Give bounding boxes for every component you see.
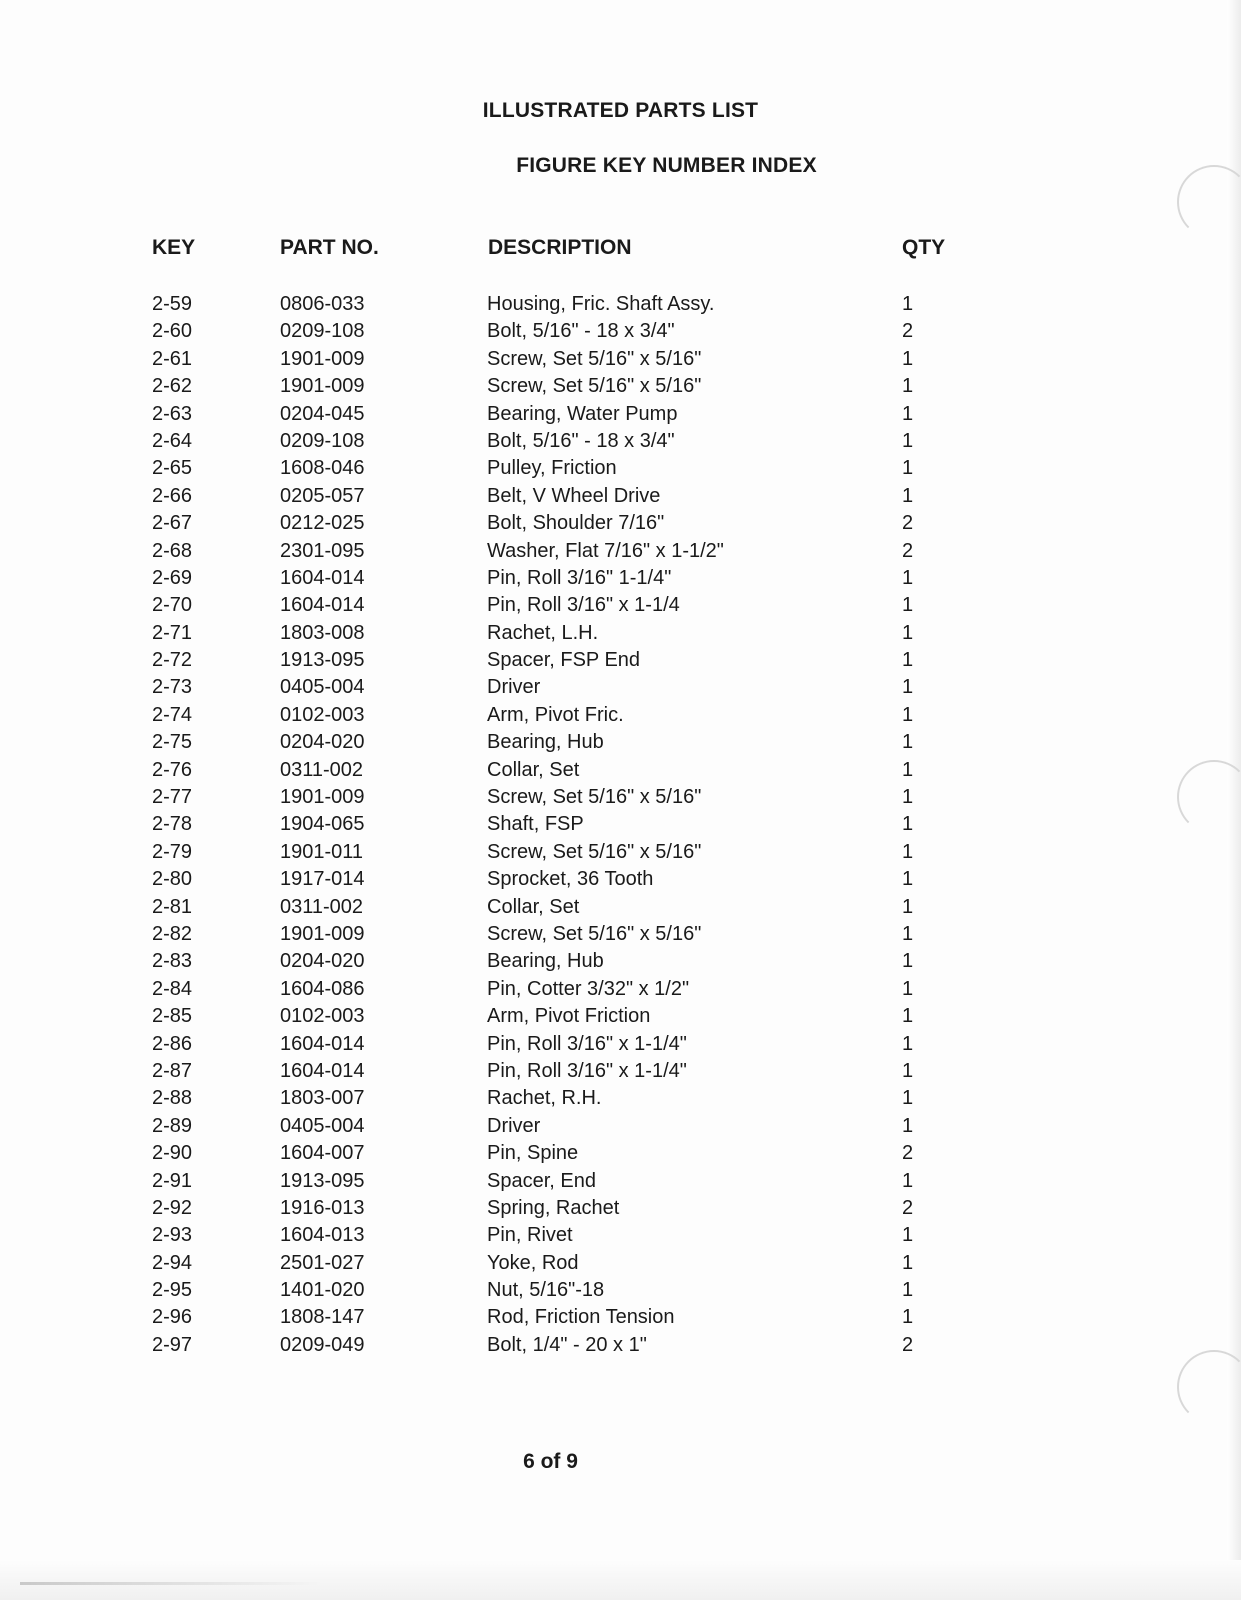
table-row	[0, 1140, 1241, 1167]
row-part-no: 0806-033	[280, 293, 365, 315]
row-qty: 2	[902, 512, 914, 535]
row-part-no: 2301-095	[280, 539, 365, 562]
row-qty: 1	[902, 676, 914, 699]
row-key: 2-94	[152, 1251, 193, 1274]
row-key: 2-61	[152, 347, 193, 370]
row-part-no: 1604-086	[280, 977, 365, 1000]
row-key: 2-83	[152, 950, 193, 973]
row-qty: 1	[902, 566, 914, 589]
row-part-no: 1901-009	[280, 922, 365, 945]
page-number	[0, 1450, 1241, 1474]
row-part-no: 0204-045	[280, 402, 365, 425]
row-part-no: 1913-095	[280, 649, 365, 672]
row-part-no: 0209-108	[280, 320, 365, 343]
row-qty: 1	[902, 950, 914, 973]
row-qty: 1	[902, 402, 914, 425]
row-qty: 1	[902, 347, 914, 370]
row-description: Shaft, FSP	[487, 813, 584, 836]
table-row	[0, 1003, 1241, 1030]
row-description: Pin, Roll 3/16" x 1-1/4"	[487, 1032, 687, 1055]
row-part-no: 0205-057	[280, 484, 365, 507]
page-number-label: 6 of 9	[523, 1450, 578, 1473]
row-key: 2-67	[152, 512, 193, 535]
table-row	[0, 318, 1241, 345]
row-qty: 2	[902, 1333, 914, 1356]
row-key: 2-78	[152, 813, 193, 836]
table-row	[0, 1031, 1241, 1058]
row-part-no: 0212-025	[280, 512, 365, 535]
row-description: Driver	[487, 676, 541, 699]
row-part-no: 1808-147	[280, 1306, 365, 1329]
table-row	[0, 1332, 1241, 1359]
table-row	[0, 483, 1241, 510]
row-qty: 1	[902, 375, 914, 398]
row-part-no: 1913-095	[280, 1169, 365, 1192]
row-part-no: 1401-020	[280, 1279, 365, 1302]
row-qty: 1	[902, 1251, 914, 1274]
table-row	[0, 510, 1241, 537]
row-qty: 1	[902, 649, 914, 672]
row-qty: 1	[902, 1087, 914, 1110]
row-key: 2-75	[152, 731, 193, 754]
row-description: Arm, Pivot Friction	[487, 1005, 651, 1028]
row-part-no: 0209-108	[280, 429, 365, 452]
table-row	[0, 757, 1241, 784]
row-key: 2-66	[152, 484, 193, 507]
row-key: 2-74	[152, 703, 193, 726]
row-part-no: 1604-014	[280, 594, 365, 617]
row-key: 2-90	[152, 1142, 193, 1165]
row-key: 2-59	[152, 293, 193, 315]
row-qty: 2	[902, 1142, 914, 1165]
row-key: 2-96	[152, 1306, 193, 1329]
row-key: 2-70	[152, 594, 193, 617]
table-row	[0, 921, 1241, 948]
row-key: 2-63	[152, 402, 193, 425]
table-row	[0, 647, 1241, 674]
row-key: 2-88	[152, 1087, 193, 1110]
row-qty: 1	[902, 731, 914, 754]
row-qty: 1	[902, 1169, 914, 1192]
row-key: 2-92	[152, 1196, 193, 1219]
row-key: 2-71	[152, 621, 193, 644]
row-description: Screw, Set 5/16" x 5/16"	[487, 922, 702, 945]
row-description: Collar, Set	[487, 758, 580, 781]
row-qty: 1	[902, 1005, 914, 1028]
table-row	[0, 1058, 1241, 1085]
table-row	[0, 948, 1241, 975]
row-description: Screw, Set 5/16" x 5/16"	[487, 375, 702, 398]
row-description: Spacer, FSP End	[487, 649, 641, 672]
table-row	[0, 811, 1241, 838]
row-qty: 1	[902, 840, 914, 863]
binder-hole-mark	[1177, 1350, 1241, 1424]
row-part-no: 0311-002	[280, 895, 364, 918]
table-row	[0, 373, 1241, 400]
row-qty: 1	[902, 621, 914, 644]
row-qty: 1	[902, 484, 914, 507]
table-row	[0, 1277, 1241, 1304]
row-part-no: 0405-004	[280, 1114, 365, 1137]
row-qty: 2	[902, 1196, 914, 1219]
table-row	[0, 1304, 1241, 1331]
row-description: Pin, Rivet	[487, 1224, 573, 1247]
row-key: 2-64	[152, 429, 193, 452]
row-description: Washer, Flat 7/16" x 1-1/2"	[487, 539, 724, 562]
row-description: Spring, Rachet	[487, 1196, 620, 1219]
row-description: Pin, Roll 3/16" x 1-1/4"	[487, 1059, 687, 1082]
table-row	[0, 894, 1241, 921]
table-row	[0, 538, 1241, 565]
table-row	[0, 784, 1241, 811]
row-description: Collar, Set	[487, 895, 580, 918]
row-part-no: 1916-013	[280, 1196, 365, 1219]
row-description: Driver	[487, 1114, 541, 1137]
row-description: Bolt, Shoulder 7/16"	[487, 512, 665, 535]
table-row	[0, 1085, 1241, 1112]
table-row	[0, 1113, 1241, 1140]
table-row	[0, 291, 1241, 318]
row-qty: 1	[902, 1059, 914, 1082]
row-part-no: 1901-011	[280, 840, 364, 863]
row-qty: 1	[902, 895, 914, 918]
row-qty: 1	[902, 758, 914, 781]
row-qty: 1	[902, 1224, 914, 1247]
parts-table	[0, 291, 1241, 1359]
row-qty: 1	[902, 594, 914, 617]
row-part-no: 0102-003	[280, 1005, 365, 1028]
row-part-no: 0204-020	[280, 950, 365, 973]
row-key: 2-80	[152, 868, 193, 891]
column-header-part-no: PART NO.	[280, 236, 379, 259]
row-part-no: 1901-009	[280, 375, 365, 398]
row-description: Yoke, Rod	[487, 1251, 579, 1274]
row-description: Pin, Roll 3/16" x 1-1/4	[487, 594, 680, 617]
row-description: Screw, Set 5/16" x 5/16"	[487, 786, 702, 809]
table-row	[0, 1195, 1241, 1222]
row-qty: 1	[902, 703, 914, 726]
row-description: Screw, Set 5/16" x 5/16"	[487, 347, 702, 370]
table-row	[0, 976, 1241, 1003]
row-key: 2-86	[152, 1032, 193, 1055]
row-part-no: 1803-008	[280, 621, 365, 644]
row-key: 2-62	[152, 375, 193, 398]
row-description: Bolt, 1/4" - 20 x 1"	[487, 1333, 647, 1356]
row-part-no: 1604-014	[280, 1032, 365, 1055]
row-key: 2-60	[152, 320, 193, 343]
row-key: 2-87	[152, 1059, 193, 1082]
row-key: 2-91	[152, 1169, 193, 1192]
row-description: Rod, Friction Tension	[487, 1306, 675, 1329]
document-title: ILLUSTRATED PARTS LIST	[482, 99, 759, 122]
row-part-no: 0405-004	[280, 676, 365, 699]
document-subtitle: FIGURE KEY NUMBER INDEX	[516, 154, 817, 177]
row-part-no: 1604-014	[280, 1059, 365, 1082]
table-row	[0, 592, 1241, 619]
row-key: 2-77	[152, 786, 193, 809]
row-description: Spacer, End	[487, 1169, 596, 1192]
row-part-no: 1604-007	[280, 1142, 365, 1165]
row-part-no: 0204-020	[280, 731, 365, 754]
row-description: Pin, Spine	[487, 1142, 579, 1165]
row-key: 2-72	[152, 649, 193, 672]
row-description: Housing, Fric. Shaft Assy.	[487, 293, 715, 315]
row-description: Bolt, 5/16" - 18 x 3/4"	[487, 320, 675, 343]
row-qty: 1	[902, 868, 914, 891]
row-key: 2-69	[152, 566, 193, 589]
row-qty: 1	[902, 1032, 914, 1055]
row-qty: 1	[902, 813, 914, 836]
row-key: 2-65	[152, 457, 193, 480]
column-header-description: DESCRIPTION	[488, 236, 632, 259]
row-part-no: 0311-002	[280, 758, 364, 781]
row-qty: 1	[902, 429, 914, 452]
row-description: Rachet, R.H.	[487, 1087, 602, 1110]
row-qty: 1	[902, 1114, 914, 1137]
row-description: Sprocket, 36 Tooth	[487, 868, 654, 891]
row-key: 2-84	[152, 977, 193, 1000]
row-key: 2-95	[152, 1279, 193, 1302]
row-key: 2-82	[152, 922, 193, 945]
row-key: 2-76	[152, 758, 193, 781]
row-description: Screw, Set 5/16" x 5/16"	[487, 840, 702, 863]
row-part-no: 1901-009	[280, 786, 365, 809]
row-key: 2-79	[152, 840, 193, 863]
row-key: 2-97	[152, 1333, 193, 1356]
table-row	[0, 620, 1241, 647]
row-key: 2-68	[152, 539, 193, 562]
row-description: Belt, V Wheel Drive	[487, 484, 661, 507]
table-row	[0, 729, 1241, 756]
row-part-no: 0209-049	[280, 1333, 365, 1356]
row-part-no: 1904-065	[280, 813, 365, 836]
column-header-qty: QTY	[902, 236, 946, 259]
row-qty: 2	[902, 320, 914, 343]
row-part-no: 0102-003	[280, 703, 365, 726]
row-part-no: 1604-014	[280, 566, 365, 589]
table-row	[0, 674, 1241, 701]
table-row	[0, 1250, 1241, 1277]
row-key: 2-85	[152, 1005, 193, 1028]
row-description: Bearing, Water Pump	[487, 402, 678, 425]
page-bottom-edge	[0, 1560, 1241, 1600]
row-qty: 1	[902, 922, 914, 945]
table-row	[0, 565, 1241, 592]
row-description: Bearing, Hub	[487, 950, 604, 973]
row-description: Pin, Roll 3/16" 1-1/4"	[487, 566, 672, 589]
row-key: 2-93	[152, 1224, 193, 1247]
row-qty: 1	[902, 786, 914, 809]
row-part-no: 1608-046	[280, 457, 365, 480]
row-key: 2-73	[152, 676, 193, 699]
table-row	[0, 428, 1241, 455]
row-description: Rachet, L.H.	[487, 621, 599, 644]
row-qty: 2	[902, 539, 914, 562]
row-description: Nut, 5/16"-18	[487, 1279, 605, 1302]
row-qty: 1	[902, 457, 914, 480]
row-part-no: 2501-027	[280, 1251, 365, 1274]
table-row	[0, 401, 1241, 428]
table-row	[0, 702, 1241, 729]
table-row	[0, 866, 1241, 893]
row-description: Bolt, 5/16" - 18 x 3/4"	[487, 429, 675, 452]
row-key: 2-81	[152, 895, 193, 918]
row-qty: 1	[902, 1279, 914, 1302]
column-header-key: KEY	[152, 236, 196, 259]
scan-artifact-line	[20, 1582, 320, 1585]
row-part-no: 1917-014	[280, 868, 365, 891]
row-key: 2-89	[152, 1114, 193, 1137]
row-description: Arm, Pivot Fric.	[487, 703, 624, 726]
row-description: Bearing, Hub	[487, 731, 604, 754]
table-row	[0, 1168, 1241, 1195]
row-description: Pulley, Friction	[487, 457, 617, 480]
row-qty: 1	[902, 1306, 914, 1329]
row-part-no: 1604-013	[280, 1224, 365, 1247]
table-row	[0, 346, 1241, 373]
row-description: Pin, Cotter 3/32" x 1/2"	[487, 977, 690, 1000]
table-row	[0, 839, 1241, 866]
row-qty: 1	[902, 977, 914, 1000]
row-qty: 1	[902, 293, 914, 315]
table-row	[0, 455, 1241, 482]
table-row	[0, 1222, 1241, 1249]
row-part-no: 1901-009	[280, 347, 365, 370]
row-part-no: 1803-007	[280, 1087, 365, 1110]
